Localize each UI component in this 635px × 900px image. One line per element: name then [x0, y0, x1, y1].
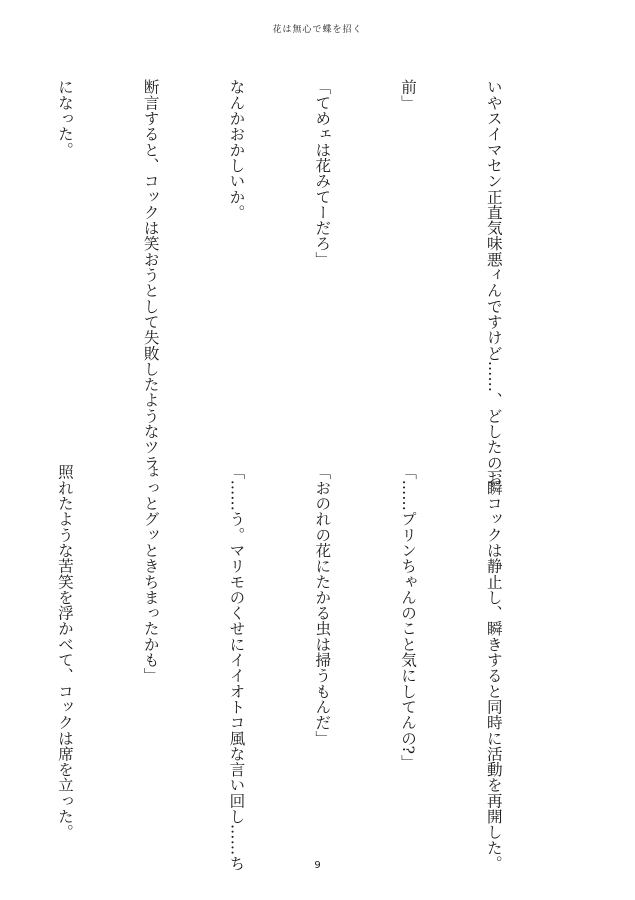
page-number: 9	[314, 860, 321, 871]
text-column: 「てめェは花みてーだろ」	[313, 79, 332, 267]
text-column: いやスイマセン正直気味悪ィんですけど……、どしたのお	[484, 79, 503, 486]
text-column: 前」	[399, 79, 418, 111]
text-column: 照れたような苦笑を浮かべて、コックは席を立った。	[55, 464, 74, 840]
text-column: なんかおかしいか。	[227, 79, 246, 220]
lower-text-block	[0, 464, 565, 871]
text-column: になった。	[55, 79, 74, 158]
text-column: 「おのれの花にたかる虫は掃うもんだ」	[313, 464, 332, 746]
text-column: 「……う。マリモのくせにイイオトコ風な言い回し……ち	[227, 464, 246, 871]
text-column: 一瞬コックは静止し、瞬きすると同時に活動を再開した。	[484, 464, 503, 871]
text-column: ょっとグッときちまったかも」	[141, 464, 160, 684]
text-column: 「……プリンちゃんのこと気にしてんの?」	[399, 464, 418, 770]
upper-text-block	[0, 79, 565, 486]
text-column: 断言すると、コックは笑おうとして失敗したようなツラ	[141, 79, 160, 471]
running-header-title: 花は無心で蝶を招く	[272, 25, 363, 35]
